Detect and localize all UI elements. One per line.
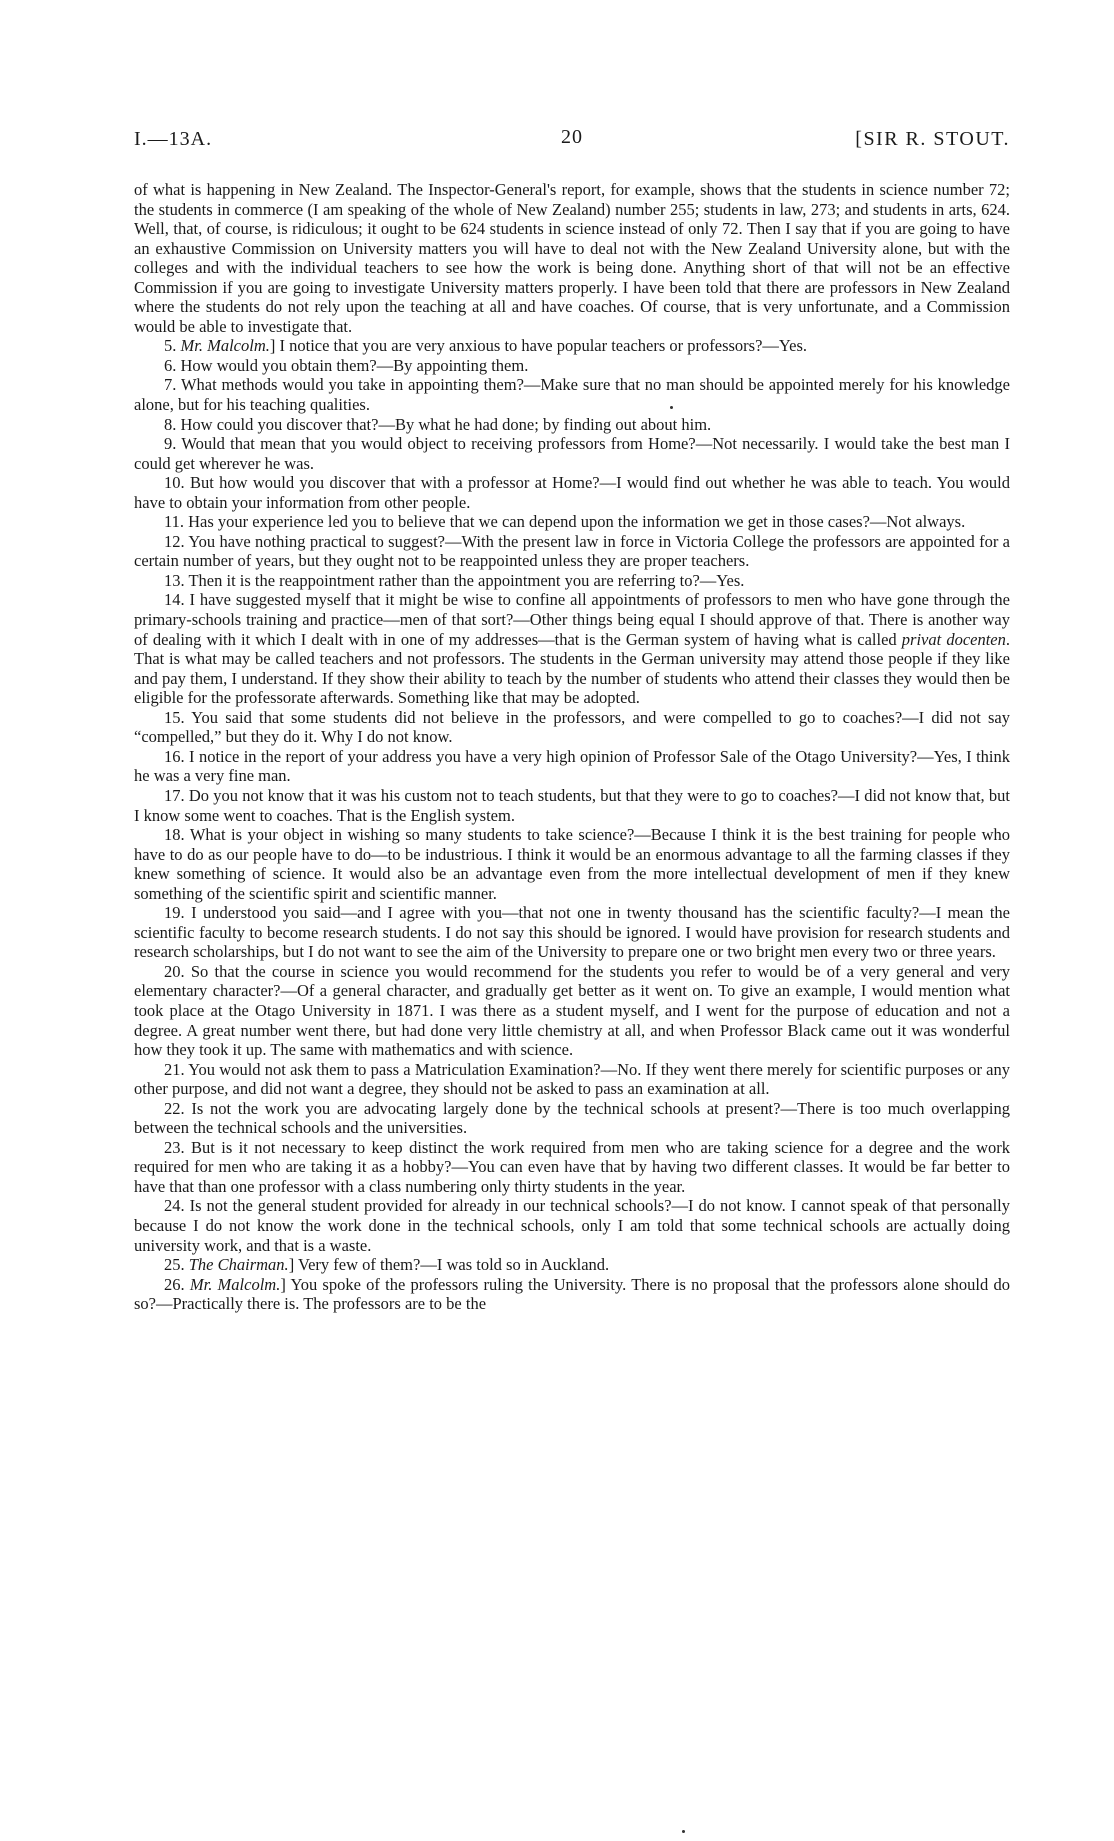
question-paragraph [134, 825, 1010, 903]
question-number: 21. [164, 1059, 185, 1079]
question-paragraph [134, 590, 1010, 707]
witness-name: [SIR R. STOUT. [855, 128, 1010, 150]
question-number: 8. [164, 414, 177, 434]
page-number: 20 [561, 126, 583, 148]
question-text: Very few of them?—I was told so in Auckland. [298, 1255, 610, 1275]
question-paragraph [134, 375, 1010, 414]
question-text: How could you discover that?—By what he had done; by finding out about him. [180, 414, 712, 434]
question-text: But how would you discover that with a professor at Home?—I would find out whether he was able to teach. You would have to obtain your information from other people. [134, 473, 1011, 512]
question-number: 12. [164, 531, 185, 551]
question-text: What is your object in wishing so many students to take science?—Because I think it is the best training for people who have to do as our people have to do—to be industrious. I think it would be an enormous advantage to all the farming classes if they knew something of science. It would also be an advantage even from the more intellectual development of men if they knew something of the scientific spirit and scientific manner. [134, 825, 1010, 903]
question-number: 18. [164, 825, 185, 845]
question-paragraph [134, 708, 1010, 747]
running-head [134, 128, 1010, 156]
question-paragraph [134, 786, 1010, 825]
question-text: I notice in the report of your address you have a very high opinion of Professor Sale of the Otago University?—Yes, I think he was a very fine man. [134, 746, 1010, 786]
question-number: 25. [164, 1255, 185, 1275]
question-number: 6. [164, 355, 177, 375]
question-number: 20. [164, 961, 185, 981]
question-paragraph [134, 1138, 1010, 1197]
italic-term: privat docenten [901, 629, 1006, 649]
question-paragraph [134, 1060, 1010, 1099]
question-text: How would you obtain them?—By appointing them. [180, 355, 529, 375]
question-text: I notice that you are very anxious to have popular teachers or professors?—Yes. [279, 336, 808, 356]
question-paragraph [134, 747, 1010, 786]
opening-paragraph: of what is happening in New Zealand. The Inspector-General's report, for example, shows that the students in science number 72; the students in commerce (I am speaking of the whole of New Zealand) number 255; students in law, 273; and students in arts, 624. Well, that, of course, is ridiculous; it ought to be 624 students in science instead of only 72. Then I say that if you are going to have an exhaustive Commission on University matters you will have to deal not with the New Zealand University alone, but with the colleges and with the individual teachers to see how the work is being done. Anything short of that will not be an effective Commission if you are going to investigate University matters properly. I have been told that there are professors in New Zealand where the students do not rely upon the teaching at all and have coaches. Of course, that is very unfortunate, and a Commission would be able to investigate that. [134, 180, 1010, 336]
question-number: 24. [164, 1196, 185, 1216]
question-text: I understood you said—and I agree with you—that not one in twenty thousand has the scientific faculty?—I mean the scientific faculty to become research students. I do not say this should be ignored. I would have provision for research students and research scholarships, but I do not want to see the aim of the University to prepare one or two bright men every two or three years. [134, 903, 1010, 962]
question-number: 10. [164, 473, 185, 493]
question-text: Then it is the reappointment rather than the appointment you are referring to?—Yes. [188, 570, 745, 590]
question-paragraph [134, 415, 1010, 435]
question-paragraph [134, 1196, 1010, 1255]
question-paragraph: 25. The Chairman.] Very few of them?—I was told so in Auckland. [164, 1255, 610, 1275]
question-text: Is not the work you are advocating largely done by the technical schools at present?—There is too much overlapping between the technical schools and the universities. [134, 1098, 1011, 1138]
question-paragraph: 26. Mr. Malcolm.] You spoke of the professors ruling the University. There is no proposal that the professors alone should do so?—Practically there is. The professors are to be the [134, 1274, 1010, 1314]
speaker-name: The Chairman. [188, 1255, 289, 1275]
question-number: 19. [164, 903, 185, 923]
question-paragraph [134, 903, 1010, 962]
question-paragraph [134, 1099, 1010, 1138]
question-text: Would that mean that you would object to receiving professors from Home?—Not necessarily. I would take the best man I could get wherever he was. [134, 434, 1011, 473]
question-list [134, 336, 1010, 1313]
question-number: 22. [164, 1098, 185, 1118]
question-text: You have nothing practical to suggest?—With the present law in force in Victoria College the professors are appointed for a certain number of years, but they ought not to be reappointed unless they are proper teachers. [134, 531, 1010, 571]
question-number: 11. [164, 512, 185, 532]
question-text: I have suggested myself that it might be wise to confine all appointments of professors to men who have gone through the primary-schools training and practice—men of that sort?—Other things being equal I should approve of that. There is another way of dealing with it which I dealt with in one of my addresses—that is the German system of having what is called [134, 590, 1010, 649]
question-text: You said that some students did not believe in the professors, and were compelled to go to coaches?—I did not say “compelled,” but they do it. Why I do not know. [134, 707, 1011, 747]
question-text-continued: . That is what may be called teachers and not professors. The students in the German university may attend those people if they like and pay them, I understand. If they show their ability to teach by the number of students who attend their classes they would then be eligible for the professorate afterwards. Something like that may be adopted. [134, 629, 1011, 708]
question-text: Do you not know that it was his custom not to teach students, but that they were to go to coaches?—I did not know that, but I know some went to coaches. That is the English system. [134, 785, 1010, 825]
question-number: 7. [164, 375, 177, 395]
question-paragraph [134, 571, 1010, 591]
ink-speck [682, 1830, 685, 1833]
speaker-name: Mr. Malcolm. [180, 336, 270, 356]
speaker-name: Mr. Malcolm. [189, 1274, 281, 1294]
question-number: 17. [164, 785, 185, 805]
ink-speck [670, 406, 673, 409]
question-number: 5. [164, 336, 177, 356]
question-text: But is it not necessary to keep distinct the work required from men who are taking science for a degree and the work required for men who are taking it as a hobby?—You can even have that by having two different classes. It would be far better to have that than one professor with a class numbering only thirty students in the year. [134, 1137, 1010, 1196]
question-paragraph [134, 473, 1010, 512]
document-reference: I.—13A. [134, 128, 213, 150]
question-text: So that the course in science you would recommend for the students you refer to would be of a very general and very elementary character?—Of a general character, and gradually get better as it went on. To give an example, I would mention what took place at the Otago University in 1871. I was there as a student myself, and I went for the purpose of education and not a degree. A great number went there, but had done very little chemistry at all, and when Professor Black came out it was wonderful how they took it up. The same with mathematics and with science. [134, 961, 1010, 1060]
question-paragraph [134, 356, 1010, 376]
question-paragraph: 5. Mr. Malcolm.] I notice that you are very anxious to have popular teachers or professors?—Yes. [164, 336, 808, 356]
question-paragraph [134, 434, 1010, 473]
question-text: You would not ask them to pass a Matriculation Examination?—No. If they went there merely for scientific purposes or any other purpose, and did not want a degree, they should not be asked to pass an examination at all. [134, 1059, 1011, 1099]
question-number: 9. [164, 434, 177, 454]
question-number: 26. [164, 1274, 185, 1294]
question-number: 15. [164, 707, 185, 727]
question-number: 23. [164, 1137, 185, 1157]
question-number: 16. [164, 746, 185, 766]
evidence-text [134, 180, 1010, 1314]
question-paragraph [134, 512, 1010, 532]
question-number: 13. [164, 570, 185, 590]
question-text: Is not the general student provided for already in our technical schools?—I do not know. I cannot speak of that personally because I do not know the work done in the technical schools, only I am told that some technical schools are actually doing university work, and that is a waste. [134, 1196, 1011, 1255]
question-text: What methods would you take in appointing them?—Make sure that no man should be appointed merely for his knowledge alone, but for his teaching qualities. [134, 375, 1011, 415]
question-paragraph [134, 962, 1010, 1060]
question-number: 14. [164, 590, 185, 610]
question-paragraph [134, 532, 1010, 571]
question-text: Has your experience led you to believe that we can depend upon the information we get in those cases?—Not always. [188, 512, 966, 532]
question-text: You spoke of the professors ruling the University. There is no proposal that the professors alone should do so?—Practically there is. The professors are to be the [134, 1274, 1010, 1314]
